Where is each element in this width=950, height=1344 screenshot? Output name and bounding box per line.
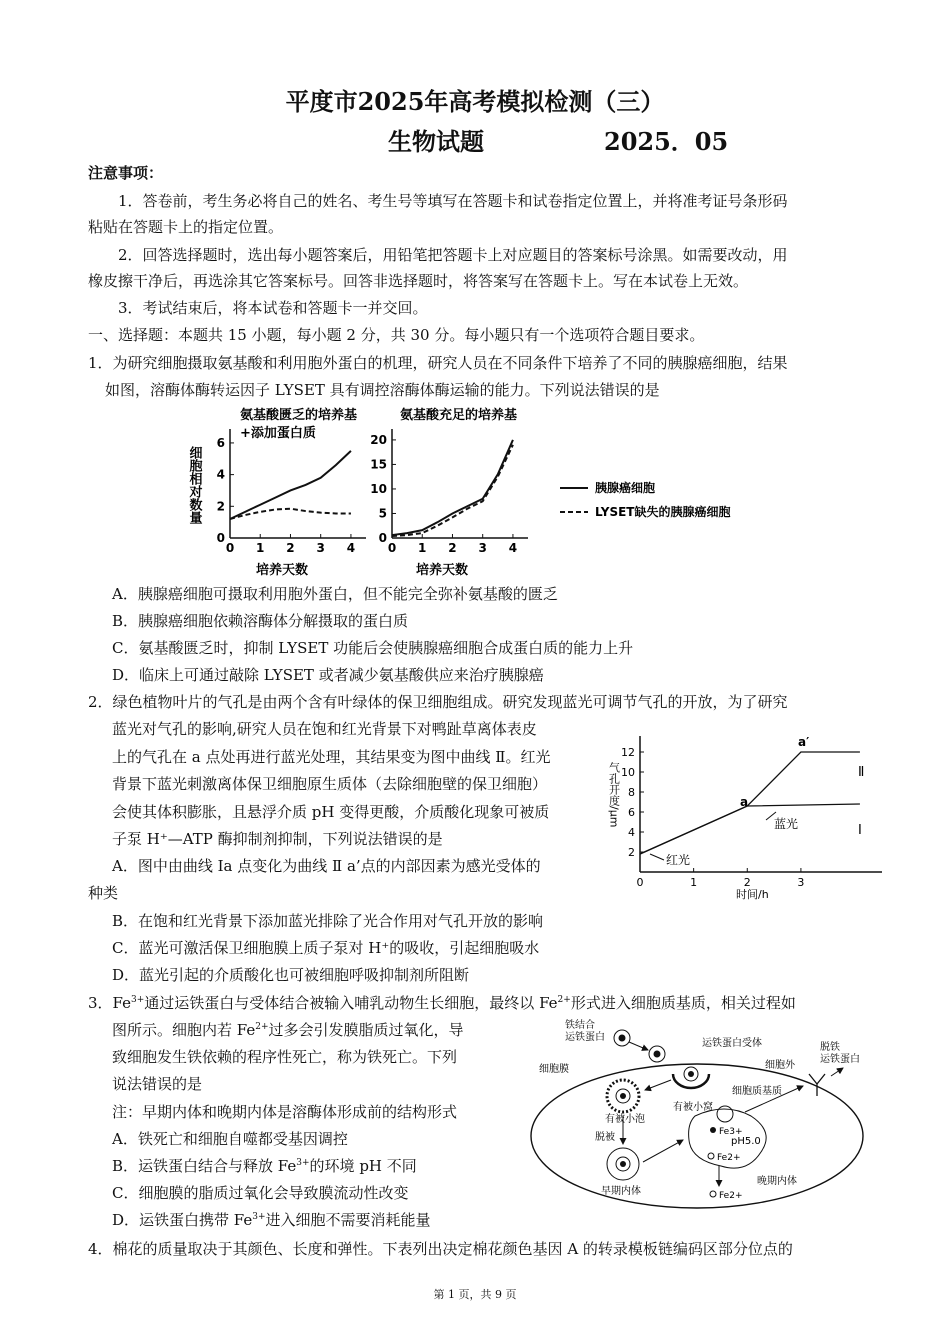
section-heading: 一、选择题：本题共 15 小题，每小题 2 分，共 30 分。每小题只有一个选项符合题目要求。 — [88, 326, 705, 344]
y-tick-label: 10 — [370, 481, 387, 496]
x-tick-label: 1 — [690, 876, 698, 889]
x-tick-label: 3 — [316, 541, 325, 555]
q2-option-d: D．蓝光引起的介质酸化也可被细胞呼吸抑制剂所阻断 — [112, 966, 470, 984]
q2-option-b: B．在饱和红光背景下添加蓝光排除了光合作用对气孔开放的影响 — [112, 912, 544, 930]
notice-heading: 注意事项： — [88, 164, 164, 182]
q1-chart-amino-deficient — [187, 407, 367, 578]
exam-title: 平度市2025年高考模拟检测（三） — [285, 87, 665, 116]
chart1-subtitle: +添加蛋白质 — [240, 426, 316, 441]
chart1-ylabel: 细胞相对数量 — [186, 446, 202, 524]
notice-item3: 3．考试结束后，将本试卷和答题卡一并交回。 — [118, 299, 428, 317]
y-tick-label: 5 — [378, 506, 387, 521]
q2-point-a: a — [740, 795, 749, 809]
q1-option-b: B．胰腺癌细胞依赖溶酶体分解摄取的蛋白质 — [112, 612, 409, 630]
legend-solid-label: 胰腺癌细胞 — [595, 481, 656, 495]
q1-charts — [186, 402, 770, 580]
fe2-label-2: Fe2+ — [719, 1191, 743, 1201]
q2-chart-plot — [608, 735, 883, 901]
y-tick-label: 2 — [216, 499, 225, 514]
y-tick-label: 4 — [216, 467, 225, 482]
series-line-2 — [640, 752, 860, 854]
q2-stomata-chart — [600, 722, 900, 902]
q1-legend — [560, 480, 731, 519]
label-iron-tf-1: 铁结合 — [565, 1020, 595, 1031]
notice-item1-line2: 粘贴在答题卡上的指定位置。 — [88, 218, 284, 236]
label-early: 早期内体 — [601, 1186, 641, 1197]
q2-option-a-line2: 种类 — [88, 884, 119, 902]
q1-chart-amino-sufficient — [370, 407, 528, 578]
x-tick-label: 0 — [636, 876, 644, 889]
label-apo-2: 运铁蛋白 — [820, 1054, 860, 1065]
chart2-title: 氨基酸充足的培养基 — [400, 408, 518, 423]
subject-title: 生物试题 — [388, 127, 484, 156]
notice-item2-line1: 2．回答选择题时，选出每小题答案后，用铅笔把答题卡上对应题目的答案标号涂黑。如需要改动，用 — [118, 246, 788, 264]
q2-stem-line1: 2．绿色植物叶片的气孔是由两个含有叶绿体的保卫细胞组成。研究发现蓝光可调节气孔的开放，为了研究 — [88, 693, 788, 711]
label-membrane: 细胞膜 — [539, 1064, 569, 1075]
q3-option-c: C．细胞膜的脂质过氧化会导致膜流动性改变 — [112, 1184, 409, 1202]
q3-option-a: A．铁死亡和细胞自噬都受基因调控 — [112, 1130, 348, 1148]
exam-date: 2025．05 — [604, 127, 729, 156]
cell-membrane-shape — [531, 1064, 863, 1208]
x-tick-label: 4 — [346, 541, 356, 555]
q3-stem-line4: 说法错误的是 — [112, 1075, 203, 1093]
label-receptor: 运铁蛋白受体 — [702, 1038, 762, 1049]
q3-stem-line2: 图所示。细胞内若 $Fe^{2+}$过多会引发膜脂质过氧化，导 — [112, 1021, 464, 1039]
receptor-icon — [809, 1074, 825, 1096]
chart2-xlabel: 培养天数 — [416, 563, 469, 578]
y-tick-label: 8 — [628, 786, 635, 799]
q3-option-d: D．运铁蛋白携带 $Fe^{3+}$进入细胞不需要消耗能量 — [112, 1211, 431, 1229]
y-tick-label: 0 — [216, 531, 225, 545]
page-footer: 第 1 页，共 9 页 — [433, 1288, 517, 1301]
q2-point-a-prime: a′ — [798, 735, 810, 749]
y-tick-label: 6 — [216, 435, 225, 450]
y-tick-label: 2 — [628, 846, 635, 859]
q2-xlabel: 时间/h — [736, 888, 769, 901]
q2-ylabel: 气孔开度/μm — [607, 762, 621, 828]
q2-stem-line3: 上的气孔在 a 点处再进行蓝光处理，其结果变为图中曲线 Ⅱ。红光 — [112, 748, 551, 766]
label-pit: 有被小窝 — [673, 1102, 713, 1113]
q2-bluelight-label: 蓝光 — [774, 817, 799, 831]
chart1-xlabel: 培养天数 — [256, 563, 309, 578]
q2-stem-line6: 子泵 H⁺—ATP 酶抑制剂抑制，下列说法错误的是 — [112, 830, 443, 848]
q3-note: 注：早期内体和晚期内体是溶酶体形成前的结构形式 — [112, 1103, 458, 1121]
x-tick-label: 2 — [448, 541, 457, 555]
label-late: 晚期内体 — [757, 1176, 797, 1187]
series-line-1 — [392, 440, 513, 535]
label-ph: pH5.0 — [731, 1136, 761, 1147]
x-tick-label: 4 — [508, 541, 518, 555]
q3-stem-line3: 致细胞发生铁依赖的程序性死亡，称为铁死亡。下列 — [112, 1048, 458, 1066]
q2-stem-line5: 会使其体积膨胀，且悬浮介质 pH 变得更酸，介质酸化现象可被质 — [112, 803, 550, 821]
q3-option-b: B．运铁蛋白结合与释放 $Fe^{3+}$的环境 pH 不同 — [112, 1157, 417, 1175]
q1-stem-line2: 如图，溶酶体酶转运因子 LYSET 具有调控溶酶体酶运输的能力。下列说法错误的是 — [105, 381, 660, 399]
q1-option-a: A．胰腺癌细胞可摄取利用胞外蛋白，但不能完全弥补氨基酸的匮乏 — [112, 585, 558, 603]
q2-redlight-label: 红光 — [666, 853, 691, 867]
q1-option-c: C．氨基酸匮乏时，抑制 LYSET 功能后会使胰腺癌细胞合成蛋白质的能力上升 — [112, 639, 634, 657]
q3-stem-line1: 3．$Fe^{3+}$通过运铁蛋白与受体结合被输入哺乳动物生长细胞，最终以 $Fe^{2+}$形式进入细胞质基质，相关过程如 — [88, 994, 796, 1012]
q1-stem-line1: 1．为研究细胞摄取氨基酸和利用胞外蛋白的机理，研究人员在不同条件下培养了不同的胰腺癌细胞，结果 — [88, 354, 788, 372]
x-tick-label: 1 — [256, 541, 265, 555]
label-apo-1: 脱铁 — [820, 1042, 840, 1053]
y-tick-label: 6 — [628, 806, 635, 819]
label-cytoplasm: 细胞质基质 — [732, 1086, 782, 1097]
x-tick-label: 1 — [418, 541, 427, 555]
notice-item1-line1: 1．答卷前，考生务必将自己的姓名、考生号等填写在答题卡和试卷指定位置上，并将准考证号条形码 — [118, 192, 788, 210]
q2-stem-line4: 背景下蓝光刺激离体保卫细胞原生质体（去除细胞壁的保卫细胞） — [112, 775, 548, 793]
y-tick-label: 15 — [370, 457, 387, 472]
q2-option-c: C．蓝光可激活保卫细胞膜上质子泵对 H⁺的吸收，引起细胞吸水 — [112, 939, 540, 957]
x-tick-label: 0 — [225, 541, 235, 555]
x-tick-label: 2 — [286, 541, 295, 555]
x-tick-label: 3 — [478, 541, 487, 555]
x-tick-label: 0 — [387, 541, 397, 555]
q2-stem-line2: 蓝光对气孔的影响,研究人员在饱和红光背景下对鸭趾草离体表皮 — [112, 720, 537, 738]
label-vesicle: 有被小泡 — [605, 1114, 645, 1125]
y-tick-label: 12 — [621, 746, 635, 759]
x-tick-label: 2 — [743, 876, 751, 889]
series-line-1 — [640, 804, 860, 854]
fe2-label-1: Fe2+ — [717, 1153, 741, 1163]
label-iron-tf-2: 运铁蛋白 — [565, 1032, 605, 1043]
label-outside: 细胞外 — [765, 1060, 795, 1071]
q2-curve-label-2: Ⅱ — [858, 765, 865, 780]
q2-curve-label-1: Ⅰ — [858, 823, 862, 838]
y-tick-label: 20 — [370, 432, 387, 447]
q3-iron-diagram — [525, 1016, 870, 1212]
notice-item2-line2: 橡皮擦干净后，再选涂其它答案标号。回答非选择题时，将答案写在答题卡上。写在本试卷上无效。 — [88, 272, 749, 290]
x-tick-label: 3 — [797, 876, 805, 889]
q4-stem-line1: 4．棉花的质量取决于其颜色、长度和弹性。下表列出决定棉花颜色基因 A 的转录模板链编码区部分位点的 — [88, 1240, 793, 1258]
q2-option-a-line1: A．图中由曲线 Ⅰa 点变化为曲线 Ⅱ a’点的内部因素为感光受体的 — [112, 857, 541, 875]
y-tick-label: 4 — [628, 826, 635, 839]
chart1-title: 氨基酸匮乏的培养基 — [240, 408, 358, 423]
q1-option-d: D．临床上可通过敲除 LYSET 或者减少氨基酸供应来治疗胰腺癌 — [112, 666, 544, 684]
fe3-label: Fe3+ — [719, 1127, 743, 1137]
series-line-1 — [230, 451, 351, 519]
y-tick-label: 10 — [621, 766, 635, 779]
label-uncoat: 脱被 — [595, 1132, 615, 1143]
y-tick-label: 0 — [378, 531, 387, 545]
legend-dashed-label: LYSET缺失的胰腺癌细胞 — [595, 505, 731, 519]
series-line-2 — [392, 445, 513, 536]
